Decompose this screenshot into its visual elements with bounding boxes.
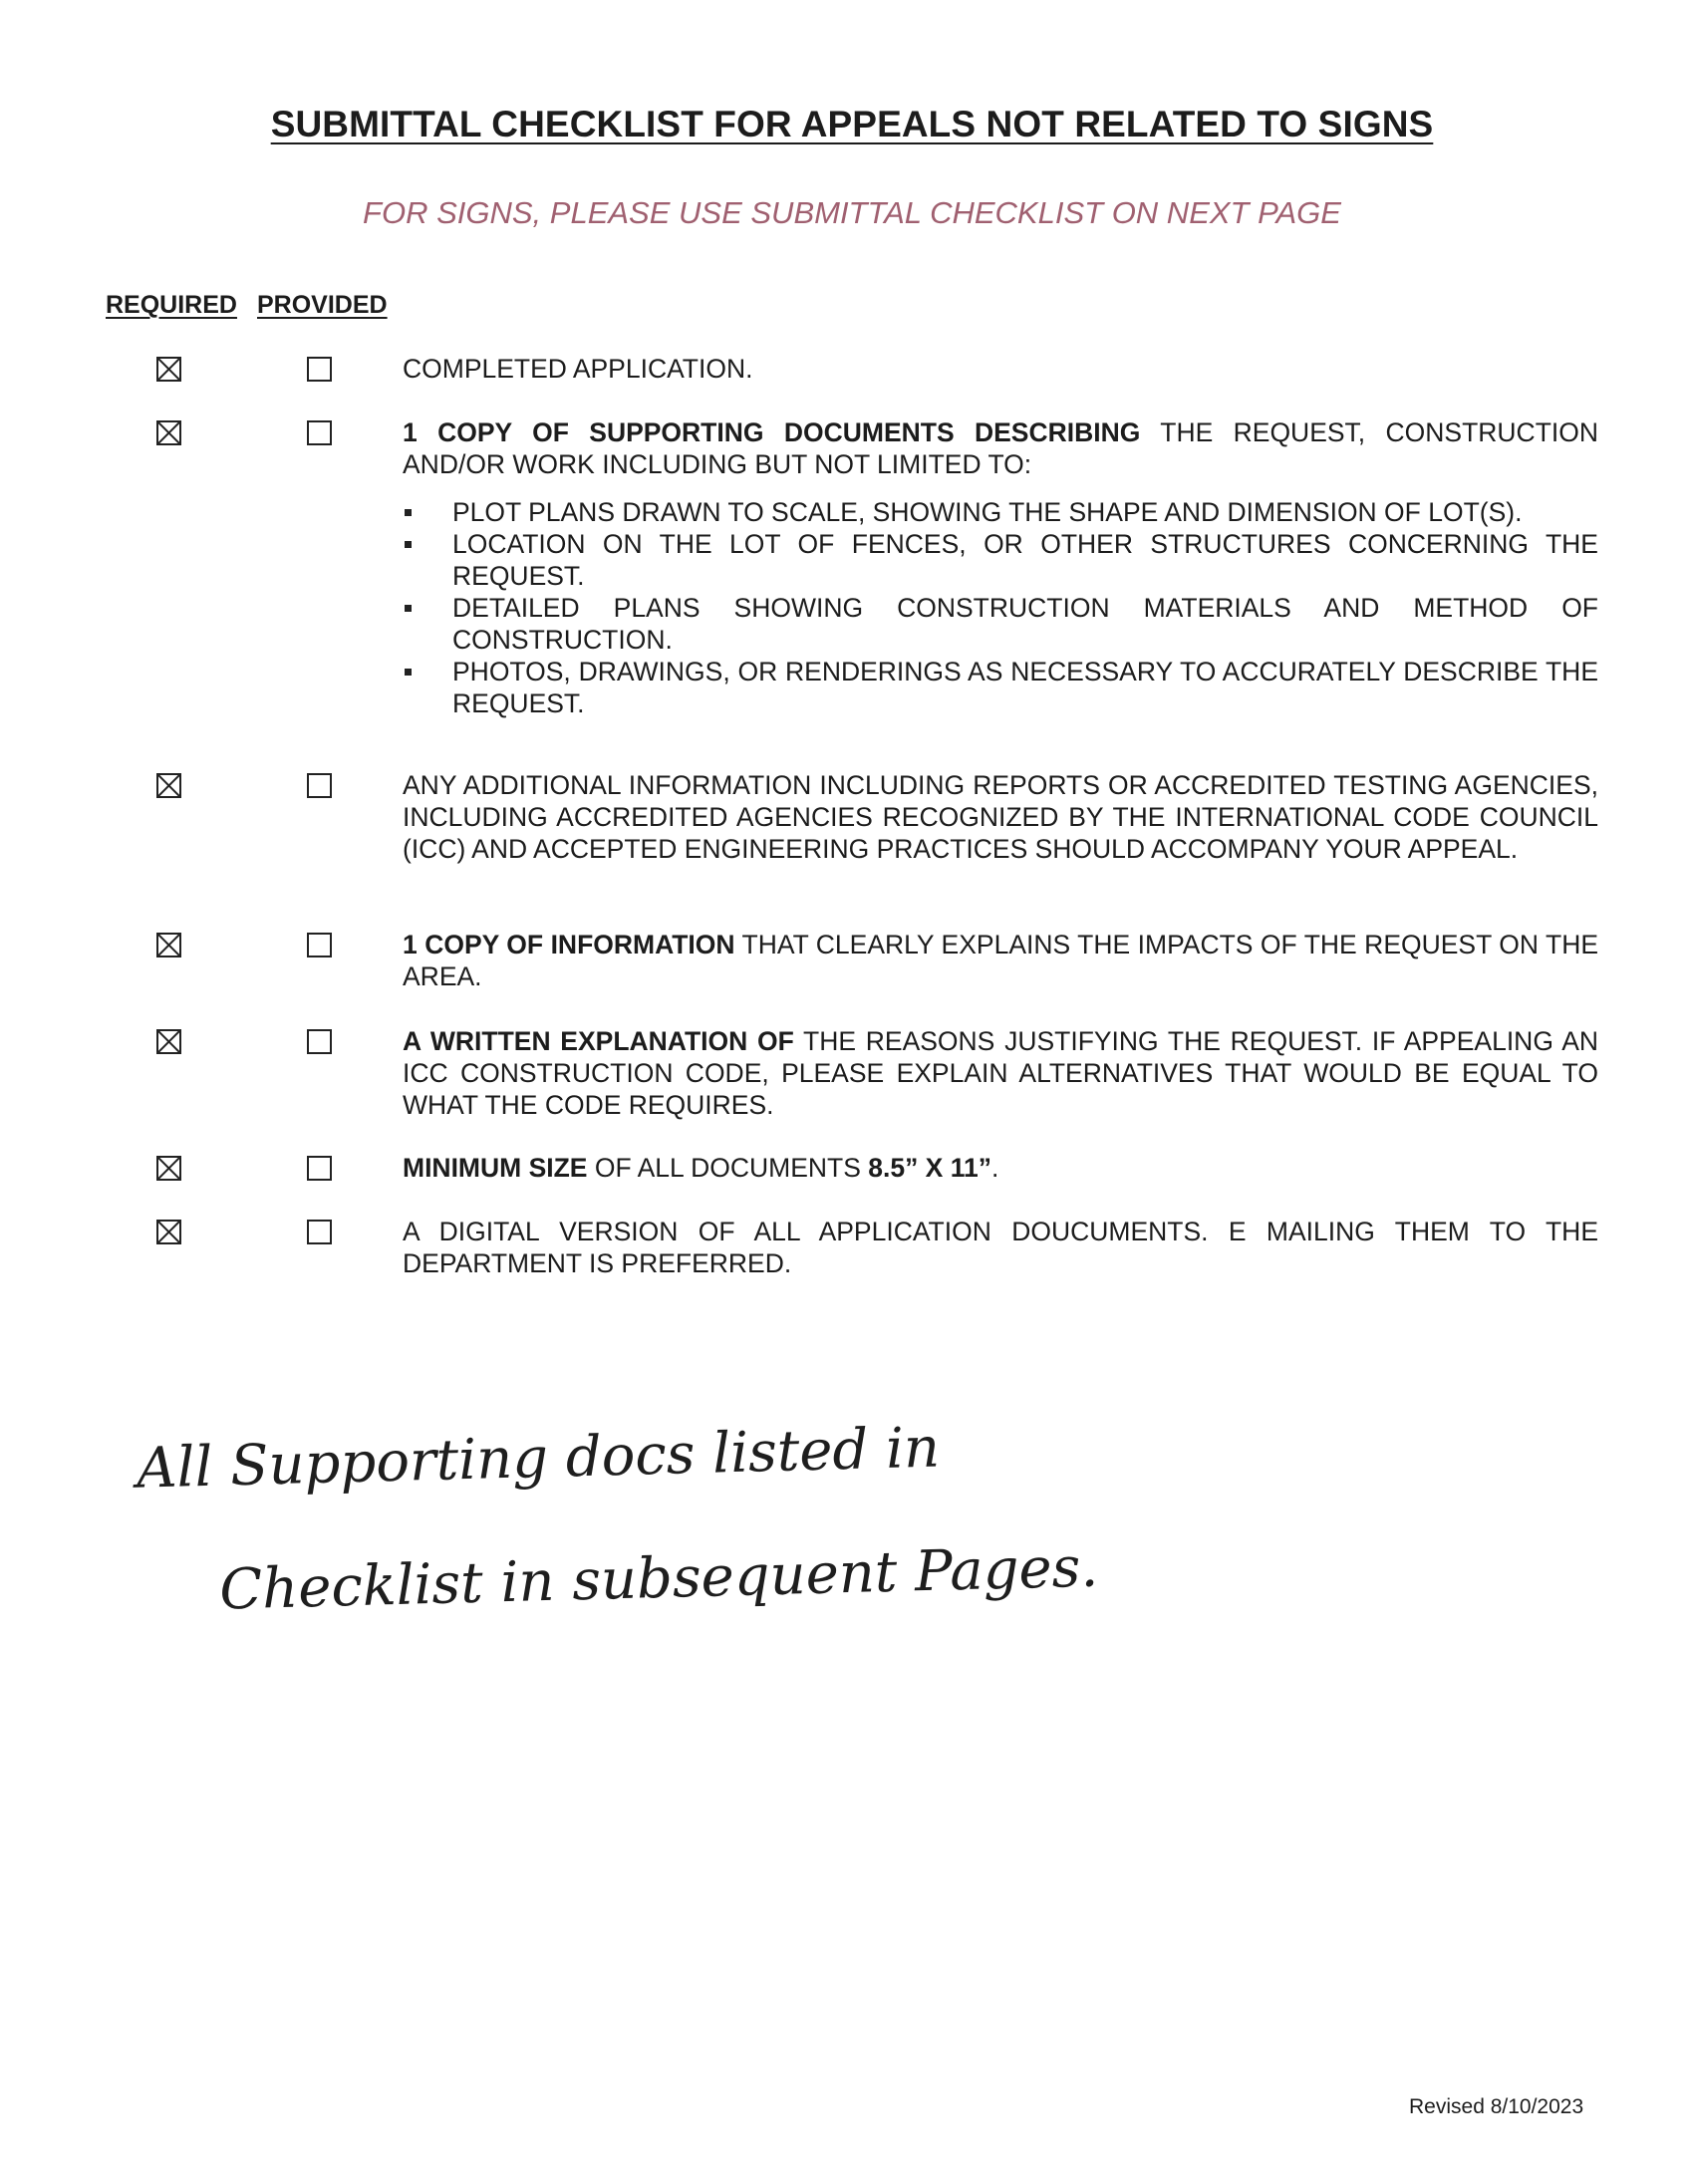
item-body: ANY ADDITIONAL INFORMATION INCLUDING REPORTS OR ACCREDITED TESTING AGENCIES, INCLUDING ACCREDITED AGENCIES RECOGNIZED BY THE INTERNATIONAL CODE COUNCIL (ICC) AND ACCEPTED ENGINEERING PRACTICES SHOULD ACCOMPANY YOUR APPEAL. <box>403 770 1598 864</box>
list-item: PHOTOS, DRAWINGS, OR RENDERINGS AS NECESSARY TO ACCURATELY DESCRIBE THE REQUEST. <box>403 656 1598 719</box>
item-bold-lead: MINIMUM SIZE <box>403 1153 588 1183</box>
item-bold-lead: 1 COPY OF INFORMATION <box>403 930 735 959</box>
item-bold-lead: 1 COPY OF SUPPORTING DOCUMENTS DESCRIBING <box>403 417 1141 447</box>
item-body: THAT CLEARLY EXPLAINS THE IMPACTS OF THE REQUEST ON THE AREA. <box>403 930 1599 991</box>
provided-column-header: PROVIDED <box>257 291 388 319</box>
page-title: SUBMITTAL CHECKLIST FOR APPEALS NOT RELATED TO SIGNS <box>270 104 1434 144</box>
page-subtitle: FOR SIGNS, PLEASE USE SUBMITTAL CHECKLIST ON NEXT PAGE <box>363 195 1341 230</box>
item-body: COMPLETED APPLICATION. <box>403 354 753 384</box>
item-tail: . <box>991 1153 999 1183</box>
list-item: LOCATION ON THE LOT OF FENCES, OR OTHER STRUCTURES CONCERNING THE REQUEST. <box>403 528 1598 592</box>
item-bold-lead: A WRITTEN EXPLANATION OF <box>403 1026 794 1056</box>
handwritten-line-2: Checklist in subsequent Pages. <box>218 1534 1099 1623</box>
item-body: THE REASONS JUSTIFYING THE REQUEST. IF APPEALING AN ICC CONSTRUCTION CODE, PLEASE EXPLAIN ALTERNATIVES THAT WOULD BE EQUAL TO WHAT THE CODE REQUIRES. <box>403 1026 1599 1120</box>
item-body: A DIGITAL VERSION OF ALL APPLICATION DOUCUMENTS. E MAILING THEM TO THE DEPARTMENT IS PREFERRED. <box>403 1217 1598 1278</box>
required-column-header: REQUIRED <box>106 291 237 319</box>
handwritten-line-1: All Supporting docs listed in <box>136 1415 941 1502</box>
list-item: PLOT PLANS DRAWN TO SCALE, SHOWING THE SHAPE AND DIMENSION OF LOT(S). <box>403 496 1598 528</box>
item-bold-tail: 8.5” X 11” <box>868 1153 991 1183</box>
item-body: OF ALL DOCUMENTS <box>587 1153 869 1183</box>
list-item: DETAILED PLANS SHOWING CONSTRUCTION MATERIALS AND METHOD OF CONSTRUCTION. <box>403 592 1598 656</box>
revision-date: Revised 8/10/2023 <box>1409 2095 1584 2118</box>
item-body: THE REQUEST, CONSTRUCTION AND/OR WORK INCLUDING BUT NOT LIMITED TO: <box>403 417 1598 479</box>
